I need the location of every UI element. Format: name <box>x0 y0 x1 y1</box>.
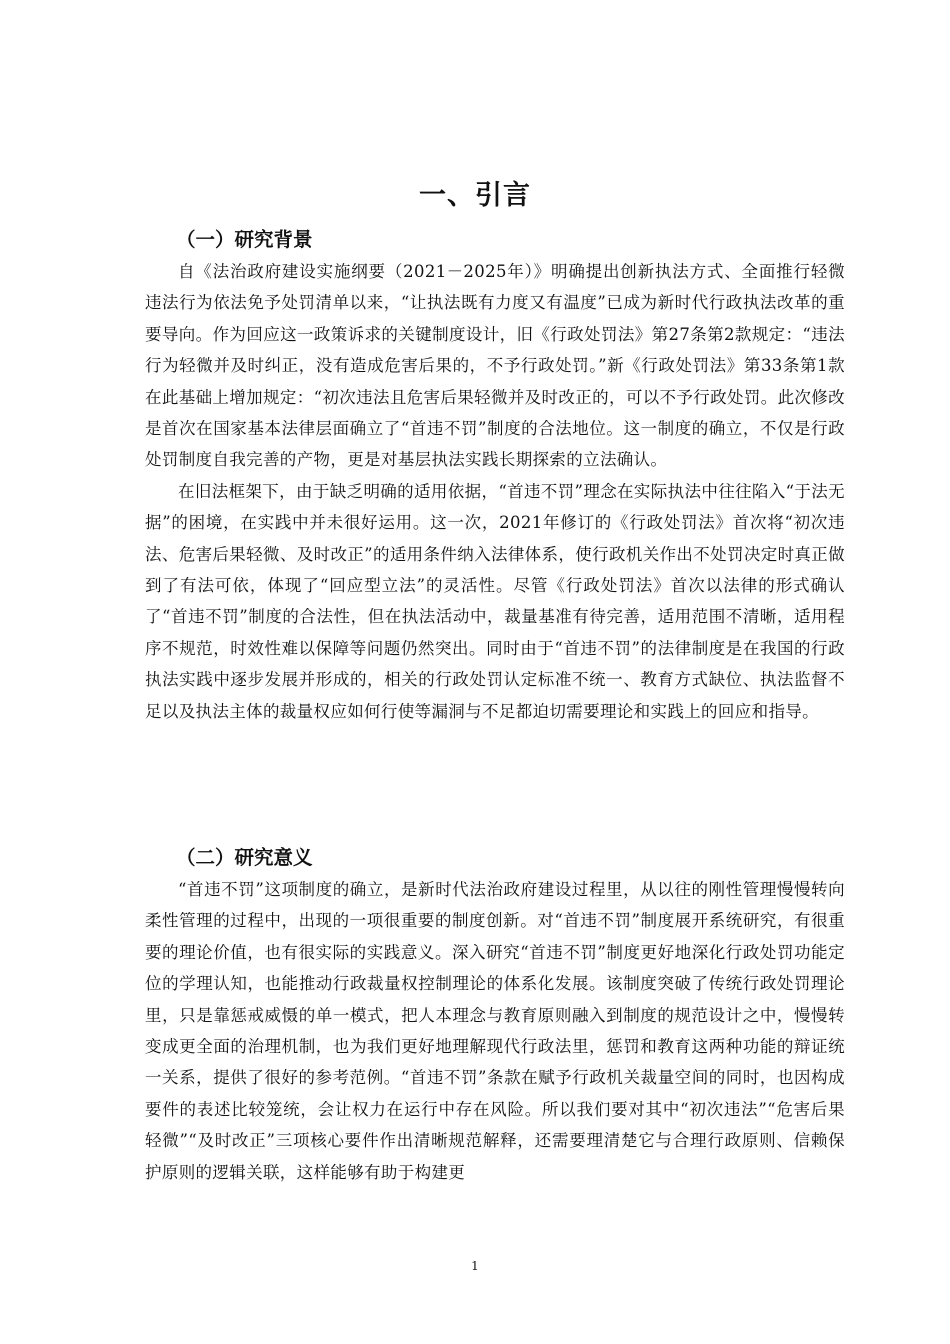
section-heading-background: （一）研究背景 <box>176 228 313 251</box>
paragraph: “首违不罚”这项制度的确立，是新时代法治政府建设过程里，从以往的刚性管理慢慢转向柔性管理的过程中，出现的一项很重要的制度创新。对“首违不罚”制度展开系统研究，有很重要的理论价值，也有很实际的实践意义。深入研究“首违不罚”制度更好地深化行政处罚功能定位的学理认知，也能推动行政裁量权控制理论的体系化发展。该制度突破了传统行政处罚理论里，只是靠惩戒威慑的单一模式，把人本理念与教育原则融入到制度的规范设计之中，慢慢转变成更全面的治理机制，也为我们更好地理解现代行政法里，惩罚和教育这两种功能的辩证统一关系，提供了很好的参考范例。“首违不罚”条款在赋予行政机关裁量空间的同时，也因构成要件的表述比较笼统，会让权力在运行中存在风险。所以我们要对其中“初次违法”“危害后果轻微”“及时改正”三项核心要件作出清晰规范解释，还需要理清楚它与合理行政原则、信赖保护原则的逻辑关联，这样能够有助于构建更 <box>145 880 845 1182</box>
section-body-background <box>145 256 845 727</box>
paragraph: 在旧法框架下，由于缺乏明确的适用依据，“首违不罚”理念在实际执法中往往陷入“于法无据”的困境，在实践中并未很好运用。这一次，2021年修订的《行政处罚法》首次将“初次违法、危害后果轻微、及时改正”的适用条件纳入法律体系，使行政机关作出不处罚决定时真正做到了有法可依，体现了“回应型立法”的灵活性。尽管《行政处罚法》首次以法律的形式确认了“首违不罚”制度的合法性，但在执法活动中，裁量基准有待完善，适用范围不清晰，适用程序不规范，时效性难以保障等问题仍然突出。同时由于“首违不罚”的法律制度是在我国的行政执法实践中逐步发展并形成的，相关的行政处罚认定标准不统一、教育方式缺位、执法监督不足以及执法主体的裁量权应如何行使等漏洞与不足都迫切需要理论和实践上的回应和指导。 <box>145 481 845 721</box>
chapter-title: 一、引言 <box>419 180 531 211</box>
paragraph: 自《法治政府建设实施纲要（2021－2025年）》明确提出创新执法方式、全面推行轻微违法行为依法免予处罚清单以来，“让执法既有力度又有温度”已成为新时代行政执法改革的重要导向。作为回应这一政策诉求的关键制度设计，旧《行政处罚法》第27条第2款规定：“违法行为轻微并及时纠正，没有造成危害后果的，不予行政处罚。”新《行政处罚法》第33条第1款在此基础上增加规定：“初次违法且危害后果轻微并及时改正的，可以不予行政处罚。此次修改是首次在国家基本法律层面确立了“首违不罚”制度的合法地位。这一制度的确立，不仅是行政处罚制度自我完善的产物，更是对基层执法实践长期探索的立法确认。 <box>145 262 845 470</box>
section-heading-significance: （二）研究意义 <box>176 846 313 869</box>
page-number: 1 <box>471 1259 479 1273</box>
section-body-significance <box>145 874 845 1188</box>
